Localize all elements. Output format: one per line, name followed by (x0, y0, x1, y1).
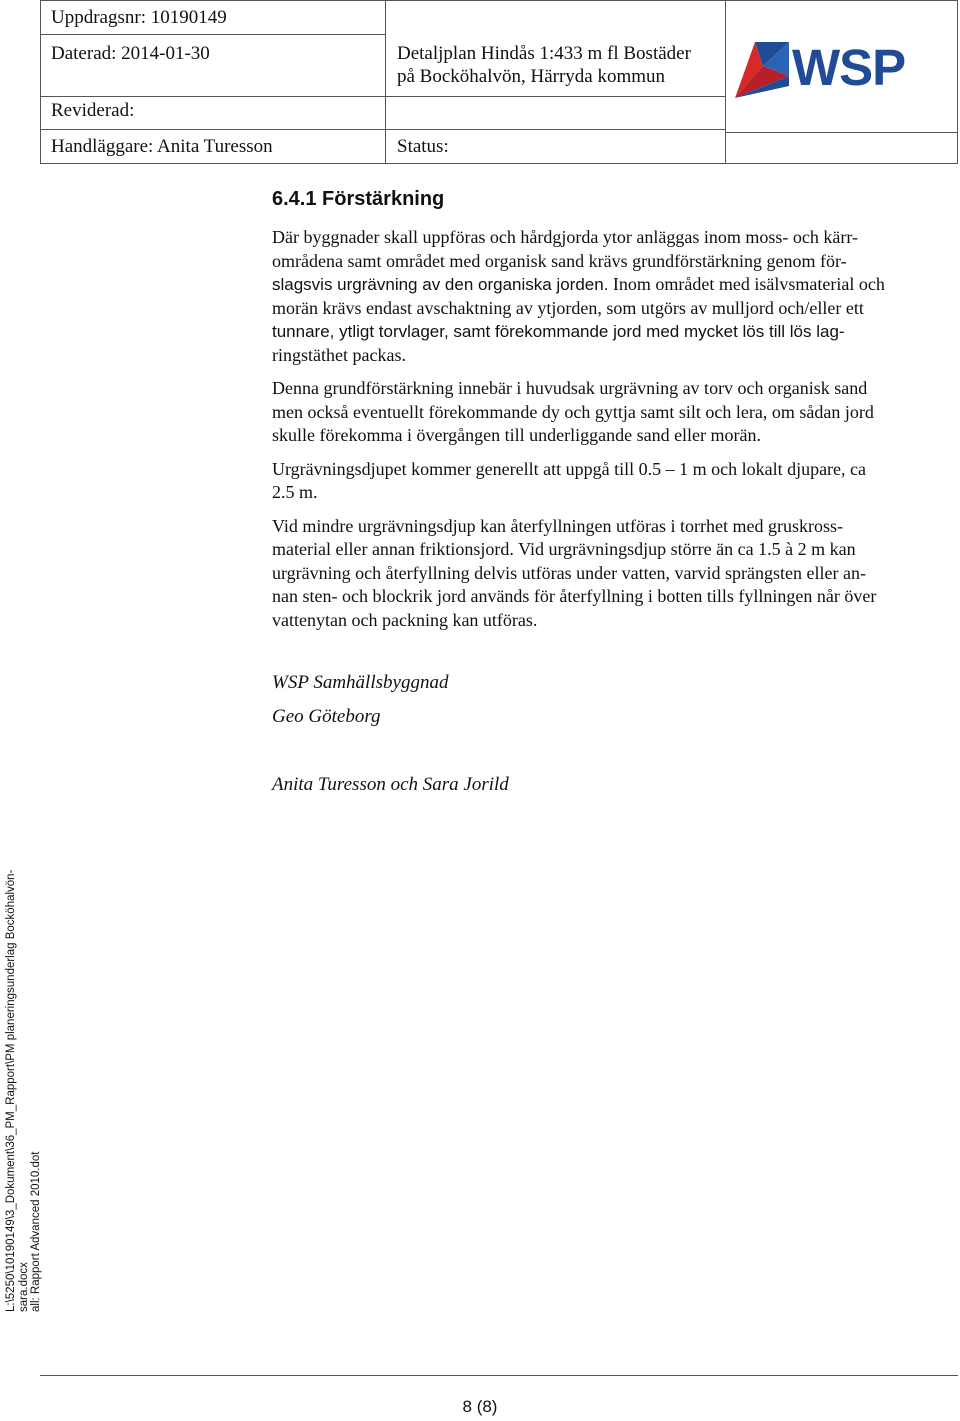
main-content (272, 186, 952, 642)
paragraph-3 (272, 458, 952, 505)
section-heading: 6.4.1 Förstärkning (272, 188, 445, 210)
text-line: Denna grundförstärkning innebär i huvudsak urgrävning av torv och organisk sand (272, 378, 868, 398)
text-span: slagsvis urgrävning av den organiska jorden. (272, 275, 609, 294)
wsp-logo (735, 38, 920, 100)
document-title-line1: Detaljplan Hindås 1:433 m fl Bostäder (397, 43, 691, 64)
text-line: men också eventuellt förekommande dy och gyttja samt silt och lera, om sådan jord (272, 401, 874, 422)
signature-company: WSP Samhällsbyggnad (272, 672, 449, 693)
revised-field: Reviderad: (51, 100, 135, 121)
assignment-number: Uppdragsnr: 10190149 (51, 7, 227, 28)
paragraph-1 (272, 226, 952, 367)
date-field: Daterad: 2014-01-30 (51, 43, 210, 64)
text-line: skulle förekomma i övergången till underliggande sand eller morän. (272, 425, 762, 445)
header-divider (385, 1, 386, 163)
footer-divider (40, 1375, 958, 1376)
text-line: Urgrävningsdjupet kommer generellt att uppgå till 0.5 – 1 m och lokalt djupare, ca (272, 458, 867, 479)
file-path-line2: sara.docx (18, 1262, 30, 1312)
text-line: material eller annan friktionsjord. Vid urgrävningsdjup större än ca 1.5 à 2 m kan (272, 539, 856, 559)
text-line: ringstäthet packas. (272, 344, 406, 365)
header-divider (725, 1, 726, 163)
handler-field: Handläggare: Anita Turesson (51, 136, 273, 157)
signature-names: Anita Turesson och Sara Jorild (272, 774, 509, 795)
text-line: urgrävning och återfyllning delvis utföras under vatten, varvid sprängsten eller an- (272, 562, 866, 583)
wsp-logo-mark-icon (735, 38, 791, 100)
text-line: tunnare, ytligt torvlager, samt förekommande jord med mycket lös till lös lag- (272, 322, 845, 341)
text-line: nan sten- och blockrik jord används för återfyllning i botten tills fyllningen når över (272, 586, 877, 606)
signature-office: Geo Göteborg (272, 706, 381, 727)
text-line: områdena samt området med organisk sand krävs grundförstärkning genom för- (272, 250, 847, 271)
text-line: Där byggnader skall uppföras och hårdgjorda ytor anläggas inom moss- och kärr- (272, 227, 858, 247)
header-divider (41, 34, 385, 35)
paragraph-2 (272, 377, 952, 448)
text-line (272, 273, 952, 297)
header-divider (41, 129, 725, 130)
wsp-logo-text: WSP (792, 39, 906, 96)
status-field: Status: (397, 136, 449, 157)
file-path-line1: L:\5250\10190149\3_Dokument\36_PM_Rapport\PM planeringsunderlag Bocköhalvön- (5, 869, 17, 1312)
page-number: 8 (8) (462, 1397, 498, 1416)
document-title-line2: på Bocköhalvön, Härryda kommun (397, 66, 666, 87)
text-span: Inom området med isälvsmaterial och (608, 274, 885, 294)
text-line: 2.5 m. (272, 482, 318, 502)
header-divider (725, 132, 958, 133)
text-line: morän krävs endast avschaktning av ytjorden, som utgörs av mulljord och/eller ett (272, 297, 864, 318)
text-line: Vid mindre urgrävningsdjup kan återfyllningen utföras i torrhet med gruskross- (272, 515, 843, 536)
header-divider (41, 96, 725, 97)
template-label: all: Rapport Advanced 2010.dot (30, 1151, 42, 1312)
text-line: vattenytan och packning kan utföras. (272, 609, 538, 630)
paragraph-4 (272, 515, 952, 633)
